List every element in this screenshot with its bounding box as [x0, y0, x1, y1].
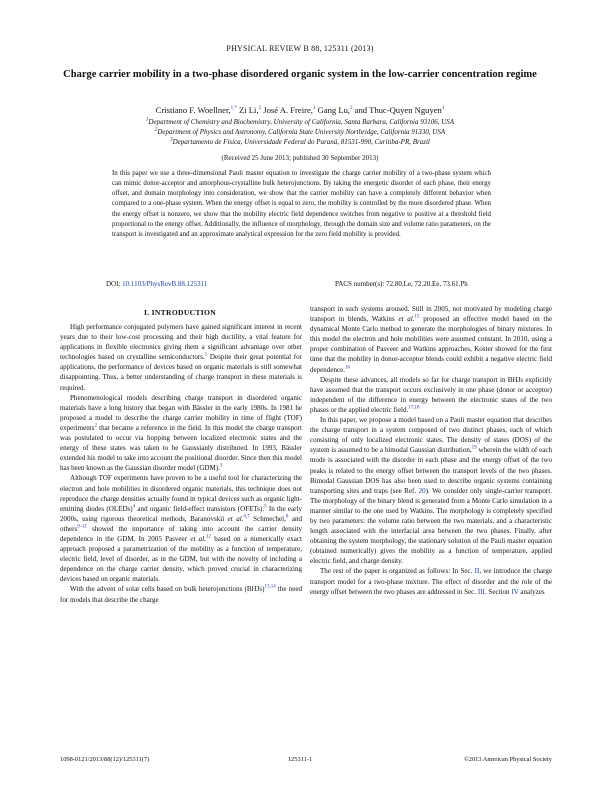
- citation[interactable]: 2: [94, 423, 97, 429]
- citation[interactable]: 12: [205, 534, 211, 540]
- citation[interactable]: 19: [471, 445, 477, 451]
- ref-link[interactable]: 20: [418, 486, 426, 495]
- citation[interactable]: 3: [219, 463, 223, 469]
- left-column: [60, 322, 302, 605]
- citation[interactable]: 6,7: [243, 514, 250, 520]
- author-list: [60, 105, 540, 115]
- affiliation-1: $^1$Department of Chemistry and Biochemistry, University of California, Santa Barbara, California 93106, USA: [145, 117, 455, 126]
- author-sup[interactable]: 1,*: [230, 106, 237, 112]
- affiliation-3: $^3$Departamento de Física, Universidade Federal do Paraná, 81531-990, Curitiba-PR, Brazil: [170, 137, 430, 146]
- paragraph: Despite these advances, all models so far for charge transport in BHJs explicitly have assumed that the transport occurs exclusively in one phase (donor or acceptor) independent of the difference in energy between the electronic states of the two phases or the applied electric field.$^{17,18}$: [310, 375, 552, 414]
- author-name: Zi Li,: [236, 105, 259, 115]
- received-dates: (Received 25 June 2013; published 30 September 2013): [221, 154, 379, 162]
- paragraph: The rest of the paper is organized as follows: In Sec. II, we introduce the charge transport model for a two-phase mixture. The effect of disorder and the role of the energy offset between the two phases are addressed in Sec. III. Section IV analyzes: [310, 567, 552, 596]
- author-sup[interactable]: 3: [312, 106, 316, 112]
- footer-page-number: 125311-1: [287, 756, 313, 763]
- paragraph: With the advent of solar cells based on bulk heterojunctions (BHJs)$^{13,14}$ the need for models that describe the charge: [60, 585, 302, 604]
- journal-header: PHYSICAL REVIEW B 88, 125311 (2013): [226, 44, 374, 53]
- paragraph: High performance conjugated polymers have gained significant interest in recent years due to their low-cost processing and their high ductility, a vital feature for applications in flexible electronics giving them a significant advantage over other technologies based on crystalline semiconductors.$^1$ Despite their great potential for applications, the performance of devices based on organic materials is still somewhat disappointing. Thus, a better understanding of charge transport in these materials is required.: [60, 323, 302, 392]
- citation[interactable]: 17,18: [408, 405, 420, 411]
- doi-link[interactable]: 10.1103/PhysRevB.88.125311: [122, 280, 208, 288]
- citation[interactable]: 13,14: [264, 585, 276, 591]
- citation[interactable]: 9–11: [77, 524, 88, 530]
- abstract: In this paper we use a three-dimensional Pauli master equation to investigate the charge carrier mobility of a two-phase system which can mimic donor-acceptor and amorphous-crystalline bulk heterojunctions. By taking the energetic disorder of each phase, their energy offset, and domain morphology into consideration, we show that the carrier mobility can have a completely different behavior when compared to a one-phase system. When the energy offset is equal to zero, the mobility is controlled by the more disordered phase. When the energy offset is nonzero, we show that the mobility electric field dependence switches from negative to positive at a threshold field proportional to the energy offset. Additionally, the influence of morphology, through the domain size and volume ratio parameters, on the transport is investigated and an approximate analytical expression for the zero field mobility is provided.: [112, 170, 491, 238]
- right-column: [310, 304, 552, 597]
- citation[interactable]: 5: [264, 504, 267, 510]
- citation[interactable]: 15: [414, 314, 420, 320]
- pacs-numbers: PACS number(s): 72.80.Le, 72.20.Ee, 73.61.Ph: [335, 280, 468, 288]
- section-heading: I. INTRODUCTION: [143, 308, 216, 317]
- affiliation-2: $^2$Department of Physics and Astronomy, California State University Northridge, California 91330, USA: [154, 127, 446, 136]
- paragraph: Although TOF experiments have proven to be a useful tool for characterizing the electron and hole mobilities in disordered organic materials, this technique does not reproduce the charge densities actually found in typical devices such as organic light-emitting diodes (OLEDs)$^4$ and organic field-effect transistors (OFETs).$^5$ In the early 2000s, using rigorous theoretical methods, Baranovskii et al.$^{6,7}$ Schmechel,$^8$ and others$^{9-11}$ showed the importance of taking into account the carrier density dependence in the GDM. In 2005 Pasveer et al.$^{12}$ based on a numerically exact approach proposed a parametrization of the mobility as a function of temperature, electric field, level of disorder, as in the GDM, but with the novelty of including a dependence on the charge carrier density, which proved crucial in characterizing devices based on organic materials.: [60, 474, 303, 584]
- author-sup[interactable]: 1: [441, 106, 445, 112]
- paper-title: Charge carrier mobility in a two-phase disordered organic system in the low-carrier concentration regime: [63, 69, 537, 80]
- paragraph: Phenomenological models describing charge transport in disordered organic materials have a long history that began with Bässler in the early 1980s. In 1981 he proposed a model to describe the charge carrier mobility in time of flight (TOF) experiments$^2$ that became a reference in the field. In this model the charge transport was postulated to occur via hopping between localized electronic states and the energy of these states was taken to be Gaussianly distributed. In 1993, Bässler extended his model to take into account the positional disorder. Since then this model has been known as the Gaussian disorder model (GDM).$^3$: [60, 393, 302, 473]
- author-name: Cristiano F. Woellner,: [155, 105, 231, 115]
- section-link[interactable]: IV: [511, 587, 519, 596]
- author-name: Gang Lu,: [315, 105, 351, 115]
- footer-issn: 1098-0121/2013/88(12)/125311(7): [60, 756, 150, 763]
- citation[interactable]: 16: [345, 365, 351, 371]
- author-name: and Thuc-Quyen Nguyen: [352, 105, 442, 115]
- citation[interactable]: 4: [132, 504, 136, 510]
- citation[interactable]: 8: [285, 514, 289, 520]
- footer-copyright: ©2013 American Physical Society: [463, 756, 552, 763]
- doi-label: DOI:: [106, 280, 121, 288]
- section-link[interactable]: II: [474, 567, 480, 576]
- section-link[interactable]: III: [477, 587, 485, 596]
- author-sup[interactable]: 2: [350, 106, 353, 112]
- paragraph: transport in such systems aroused. Still in 2005, not motivated by modeling charge transport in blends, Watkins et al.$^{15}$ proposed an effective model based on the dynamical Monte Carlo method to generate the morphologies of binary mixtures. In this model the electron and hole mobilities were assumed constant. In 2010, using a proper combination of Pasveer and Watkins approaches, Koster showed for the first time that the mobility in donor-acceptor blends could exhibit a negative electric field dependence.$^{16}$: [310, 305, 552, 374]
- doi-line: [106, 280, 207, 288]
- citation[interactable]: 1: [204, 352, 208, 358]
- author-sup[interactable]: 2: [258, 106, 262, 112]
- author-name: José A. Freire,: [261, 105, 313, 115]
- paragraph: In this paper, we propose a model based on a Pauli master equation that describes the charge transport in a system composed of two distinct phases, each of which consisting of only localized electronic states. The density of states (DOS) of the system is assumed to be a bimodal Gaussian distribution,$^{19}$ wherein the width of each mode is associated with the disorder in each phase and the energy offset of the two peaks is related to the energy offset between the transport levels of the two phases. Bimodal Gaussian DOS has also been used to describe organic systems containing transporting sites and traps (see Ref. 20). We consider only single-carrier transport. The morphology of the binary blend is generated from a Monte Carlo simulation in a manner similar to the one used by Watkins. The morphology is completely specified by two parameters: the volume ratio between the two materials, and a characteristic length associated with the interfacial area between the two phases. Finally, after obtaining the system morphology, the stationary solution of the Pauli master equation (obtained numerically) gives the mobility as a function of temperature, applied electric field, and charge density.: [310, 416, 552, 566]
